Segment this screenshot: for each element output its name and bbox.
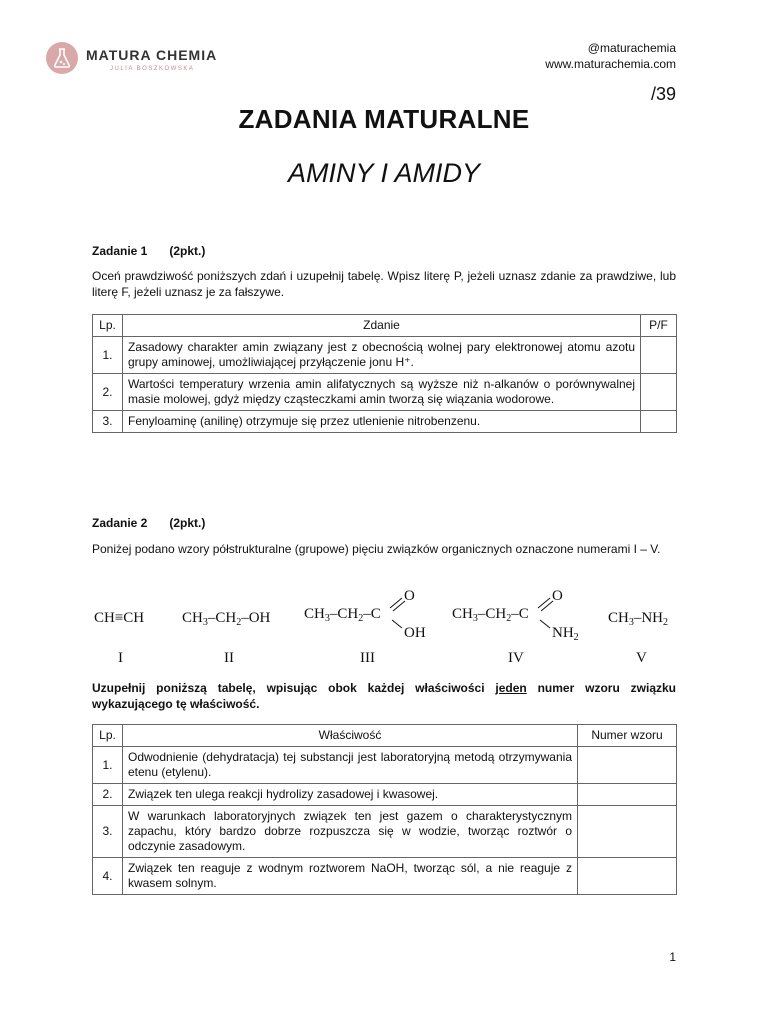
contact-info [545,40,676,72]
row-property: Związek ten reaguje z wodnym roztworem NaOH, tworząc sól, a nie reaguje z kwasem solnym. [123,858,578,895]
svg-text:CH≡CH: CH≡CH [94,610,145,626]
table-header-row [93,725,677,747]
instruction-part-a: Uzupełnij poniższą tabelę, wpisując obok każdej właściwości [92,681,496,695]
svg-text:CH3–NH2: $CH_3-NH_2$ [608,610,669,628]
task1-table [92,314,677,433]
row-property: Związek ten ulega reakcji hydrolizy zasadowej i kwasowej. [123,784,578,806]
svg-text:O: O [404,588,415,604]
answer-cell[interactable] [578,806,677,858]
task2-heading [92,516,205,530]
svg-text:CH3–CH2–OH: $CH_3-CH_2-OH$ [182,610,271,628]
instruction-underlined: jeden [495,681,527,695]
row-number: 1. [93,337,123,374]
table-row [93,747,677,784]
task2-instruction [92,680,676,712]
header-pf: P/F [641,315,677,337]
answer-cell[interactable] [578,747,677,784]
brand-logo [46,40,226,76]
task2-table [92,724,677,895]
task1-heading [92,244,205,258]
svg-text:O: O [552,588,563,604]
task2-intro: Poniżej podano wzory półstrukturalne (grupowe) pięciu związków organicznych oznaczone numerami I – V. [92,542,661,556]
answer-cell[interactable] [641,374,677,411]
social-handle: @maturachemia [587,41,676,55]
task2-points: (2pkt.) [169,516,206,530]
page-title: ZADANIA MATURALNE [238,104,530,134]
answer-cell[interactable] [578,784,677,806]
svg-text:IV: IV [508,650,524,666]
row-property: Odwodnienie (dehydratacja) tej substancji jest laboratoryjną metodą otrzymywania etenu (etylenu). [123,747,578,784]
table-row [93,337,677,374]
answer-cell[interactable] [641,411,677,433]
row-statement: Zasadowy charakter amin związany jest z obecnością wolnej pary elektronowej atomu azotu grupy aminowej, umożliwiającej przyłączenie jonu H⁺. [123,337,641,374]
formula-III [304,588,426,666]
table-row [93,411,677,433]
svg-text:V: V [636,650,647,666]
brand-name: MATURA CHEMIA [86,47,218,63]
svg-text:CH3–CH2–C: $CH_3-CH_2-C$ [304,606,381,624]
task1-instruction: Oceń prawdziwość poniższych zdań i uzupełnij tabelę. Wpisz literę P, jeżeli uznasz zdanie za prawdziwe, lub literę F, jeżeli uznasz je za fałszywe. [92,269,676,299]
page-number: 1 [669,950,676,964]
task2-label: Zadanie 2 [92,516,148,530]
table-header-row [93,315,677,337]
svg-text:III: III [360,650,375,666]
row-number: 2. [93,374,123,411]
table-row [93,806,677,858]
answer-cell[interactable] [578,858,677,895]
svg-text:OH: OH [404,625,426,641]
header-formula-number: Numer wzoru [578,725,677,747]
formula-I [94,610,144,666]
row-number: 3. [93,806,123,858]
page-subtitle: AMINY I AMIDY [287,158,481,188]
svg-text:I: I [118,650,123,666]
table-row [93,784,677,806]
task1-points: (2pkt.) [169,244,206,258]
row-number: 3. [93,411,123,433]
formula-V [608,610,668,666]
structural-formulas [92,586,682,670]
row-number: 1. [93,747,123,784]
formula-II [182,610,271,666]
flask-icon [46,42,78,74]
header-statement: Zdanie [123,315,641,337]
row-number: 2. [93,784,123,806]
svg-text:II: II [224,650,234,666]
website-link[interactable]: www.maturachemia.com [545,57,676,71]
header-property: Właściwość [123,725,578,747]
row-number: 4. [93,858,123,895]
svg-text:CH3–CH2–C: $CH_3-CH_2-C$ [452,606,529,624]
brand-subtitle: JULIA BOSZKOWSKA [110,66,195,72]
header-lp: Lp. [93,725,123,747]
answer-cell[interactable] [641,337,677,374]
row-statement: Wartości temperatury wrzenia amin alifatycznych są wyższe niż n-alkanów o porównywalnej masie molowej, gdyż między cząsteczkami amin tworzą się wiązania wodorowe. [123,374,641,411]
task1-label: Zadanie 1 [92,244,148,258]
instruction-part-b: numer wzoru związku wykazującego tę właściwość. [92,681,676,711]
score-total: /39 [650,84,676,104]
header-lp: Lp. [93,315,123,337]
formula-IV [452,588,579,666]
row-statement: Fenyloaminę (anilinę) otrzymuje się przez utlenienie nitrobenzenu. [123,411,641,433]
table-row [93,374,677,411]
svg-text:NH2: $NH_2$ [552,625,579,643]
table-row [93,858,677,895]
row-property: W warunkach laboratoryjnych związek ten jest gazem o charakterystycznym zapachu, który bardzo dobrze rozpuszcza się w wodzie, tworząc roztwór o odczynie zasadowym. [123,806,578,858]
